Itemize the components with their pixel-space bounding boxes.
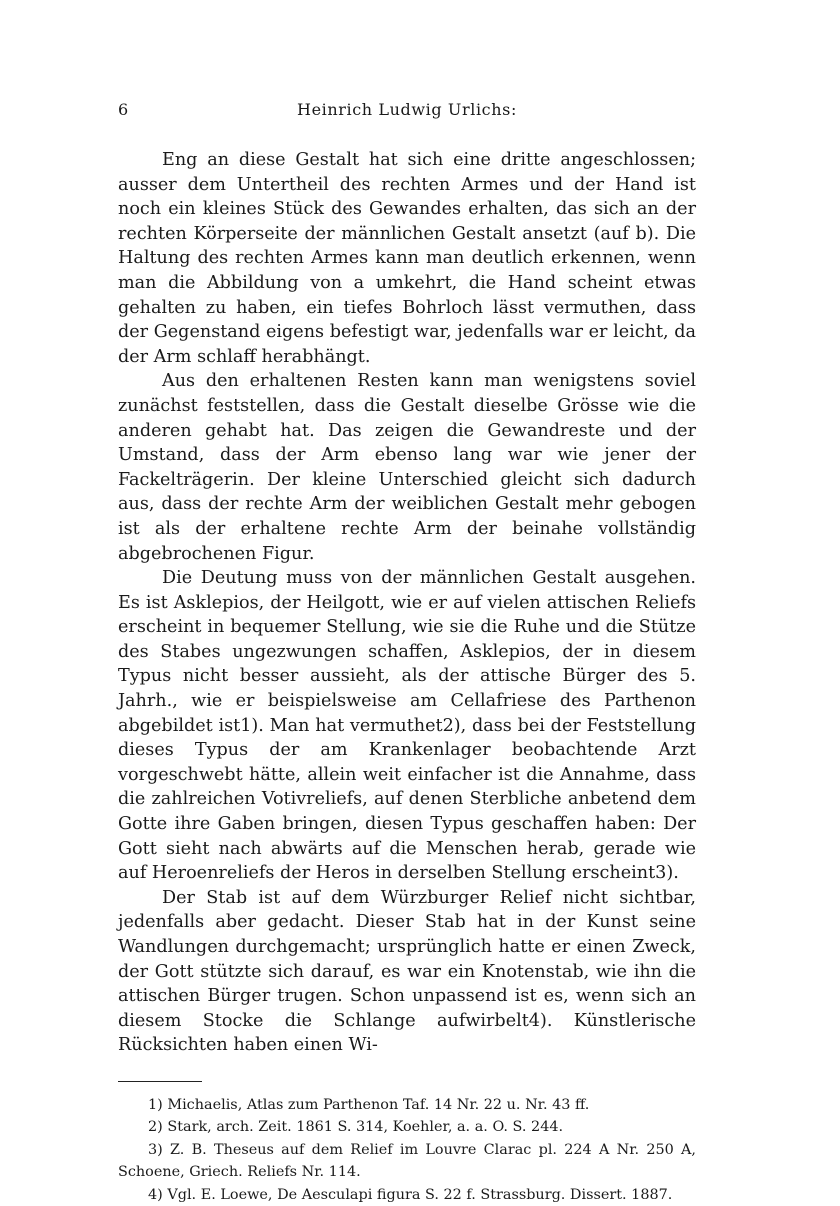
footnotes [118,1094,696,1206]
footnote: 4) Vgl. E. Loewe, De Aesculapi figura S. 22 f. Strassburg. Dissert. 1887. [148,1186,673,1203]
running-title: Heinrich Ludwig Urlichs: [297,100,517,119]
footnote: 3) Z. B. Theseus auf dem Relief im Louvre Clarac pl. 224 A Nr. 250 A, Schoene, Griech. Reliefs Nr. 114. [118,1141,696,1181]
footnote: 1) Michaelis, Atlas zum Parthenon Taf. 14 Nr. 22 u. Nr. 43 ff. [148,1096,590,1113]
footnote-divider [118,1081,202,1082]
body-text [118,148,696,1058]
book-page [118,100,696,1206]
footnote: 2) Stark, arch. Zeit. 1861 S. 314, Koehler, a. a. O. S. 244. [148,1119,564,1136]
paragraph: Eng an diese Gestalt hat sich eine dritte angeschlossen; ausser dem Untertheil des rechten Armes und der Hand ist noch ein kleines Stück des Gewandes erhalten, das sich an der rechten Körperseite der männlichen Gestalt ansetzt (auf b). Die Haltung des rechten Armes kann man deutlich erkennen, wenn man die Abbildung von a umkehrt, die Hand scheint etwas gehalten zu haben, ein tiefes Bohrloch lässt vermuthen, dass der Gegenstand eigens befestigt war, jedenfalls war er leicht, da der Arm schlaff herabhängt. [118,150,696,367]
page-header [118,100,696,122]
paragraph: Der Stab ist auf dem Würzburger Relief nicht sichtbar, jedenfalls aber gedacht. Dieser Stab hat in der Kunst seine Wandlungen durchgemacht; ursprünglich hatte er einen Zweck, der Gott stützte sich darauf, es war ein Knotenstab, wie ihn die attischen Bürger trugen. Schon unpassend ist es, wenn sich an diesem Stocke die Schlange aufwirbelt4). Künstlerische Rücksichten haben einen Wi- [118,887,696,1056]
paragraph: Aus den erhaltenen Resten kann man wenigstens soviel zunächst feststellen, dass die Gestalt dieselbe Grösse wie die anderen gehabt hat. Das zeigen die Gewandreste und der Umstand, dass der Arm ebenso lang war wie jener der Fackelträgerin. Der kleine Unterschied gleicht sich dadurch aus, dass der rechte Arm der weiblichen Gestalt mehr gebogen ist als der erhaltene rechte Arm der beinahe vollständig abgebrochenen Figur. [118,371,696,564]
page-number: 6 [118,100,129,119]
paragraph: Die Deutung muss von der männlichen Gestalt ausgehen. Es ist Asklepios, der Heilgott, wie er auf vielen attischen Reliefs erscheint in bequemer Stellung, wie sie die Ruhe und die Stütze des Stabes ungezwungen schaffen, Asklepios, der in diesem Typus nicht besser aussieht, als der attische Bürger des 5. Jahrh., wie er beispielsweise am Cellafriese des Parthenon abgebildet ist1). Man hat vermuthet2), dass bei der Feststellung dieses Typus der am Krankenlager beobachtende Arzt vorgeschwebt hätte, allein weit einfacher ist die Annahme, dass die zahlreichen Votivreliefs, auf denen Sterbliche anbetend dem Gotte ihre Gaben bringen, diesen Typus geschaffen haben: Der Gott sieht nach abwärts auf die Menschen herab, gerade wie auf Heroenreliefs der Heros in derselben Stellung erscheint3). [118,568,696,884]
